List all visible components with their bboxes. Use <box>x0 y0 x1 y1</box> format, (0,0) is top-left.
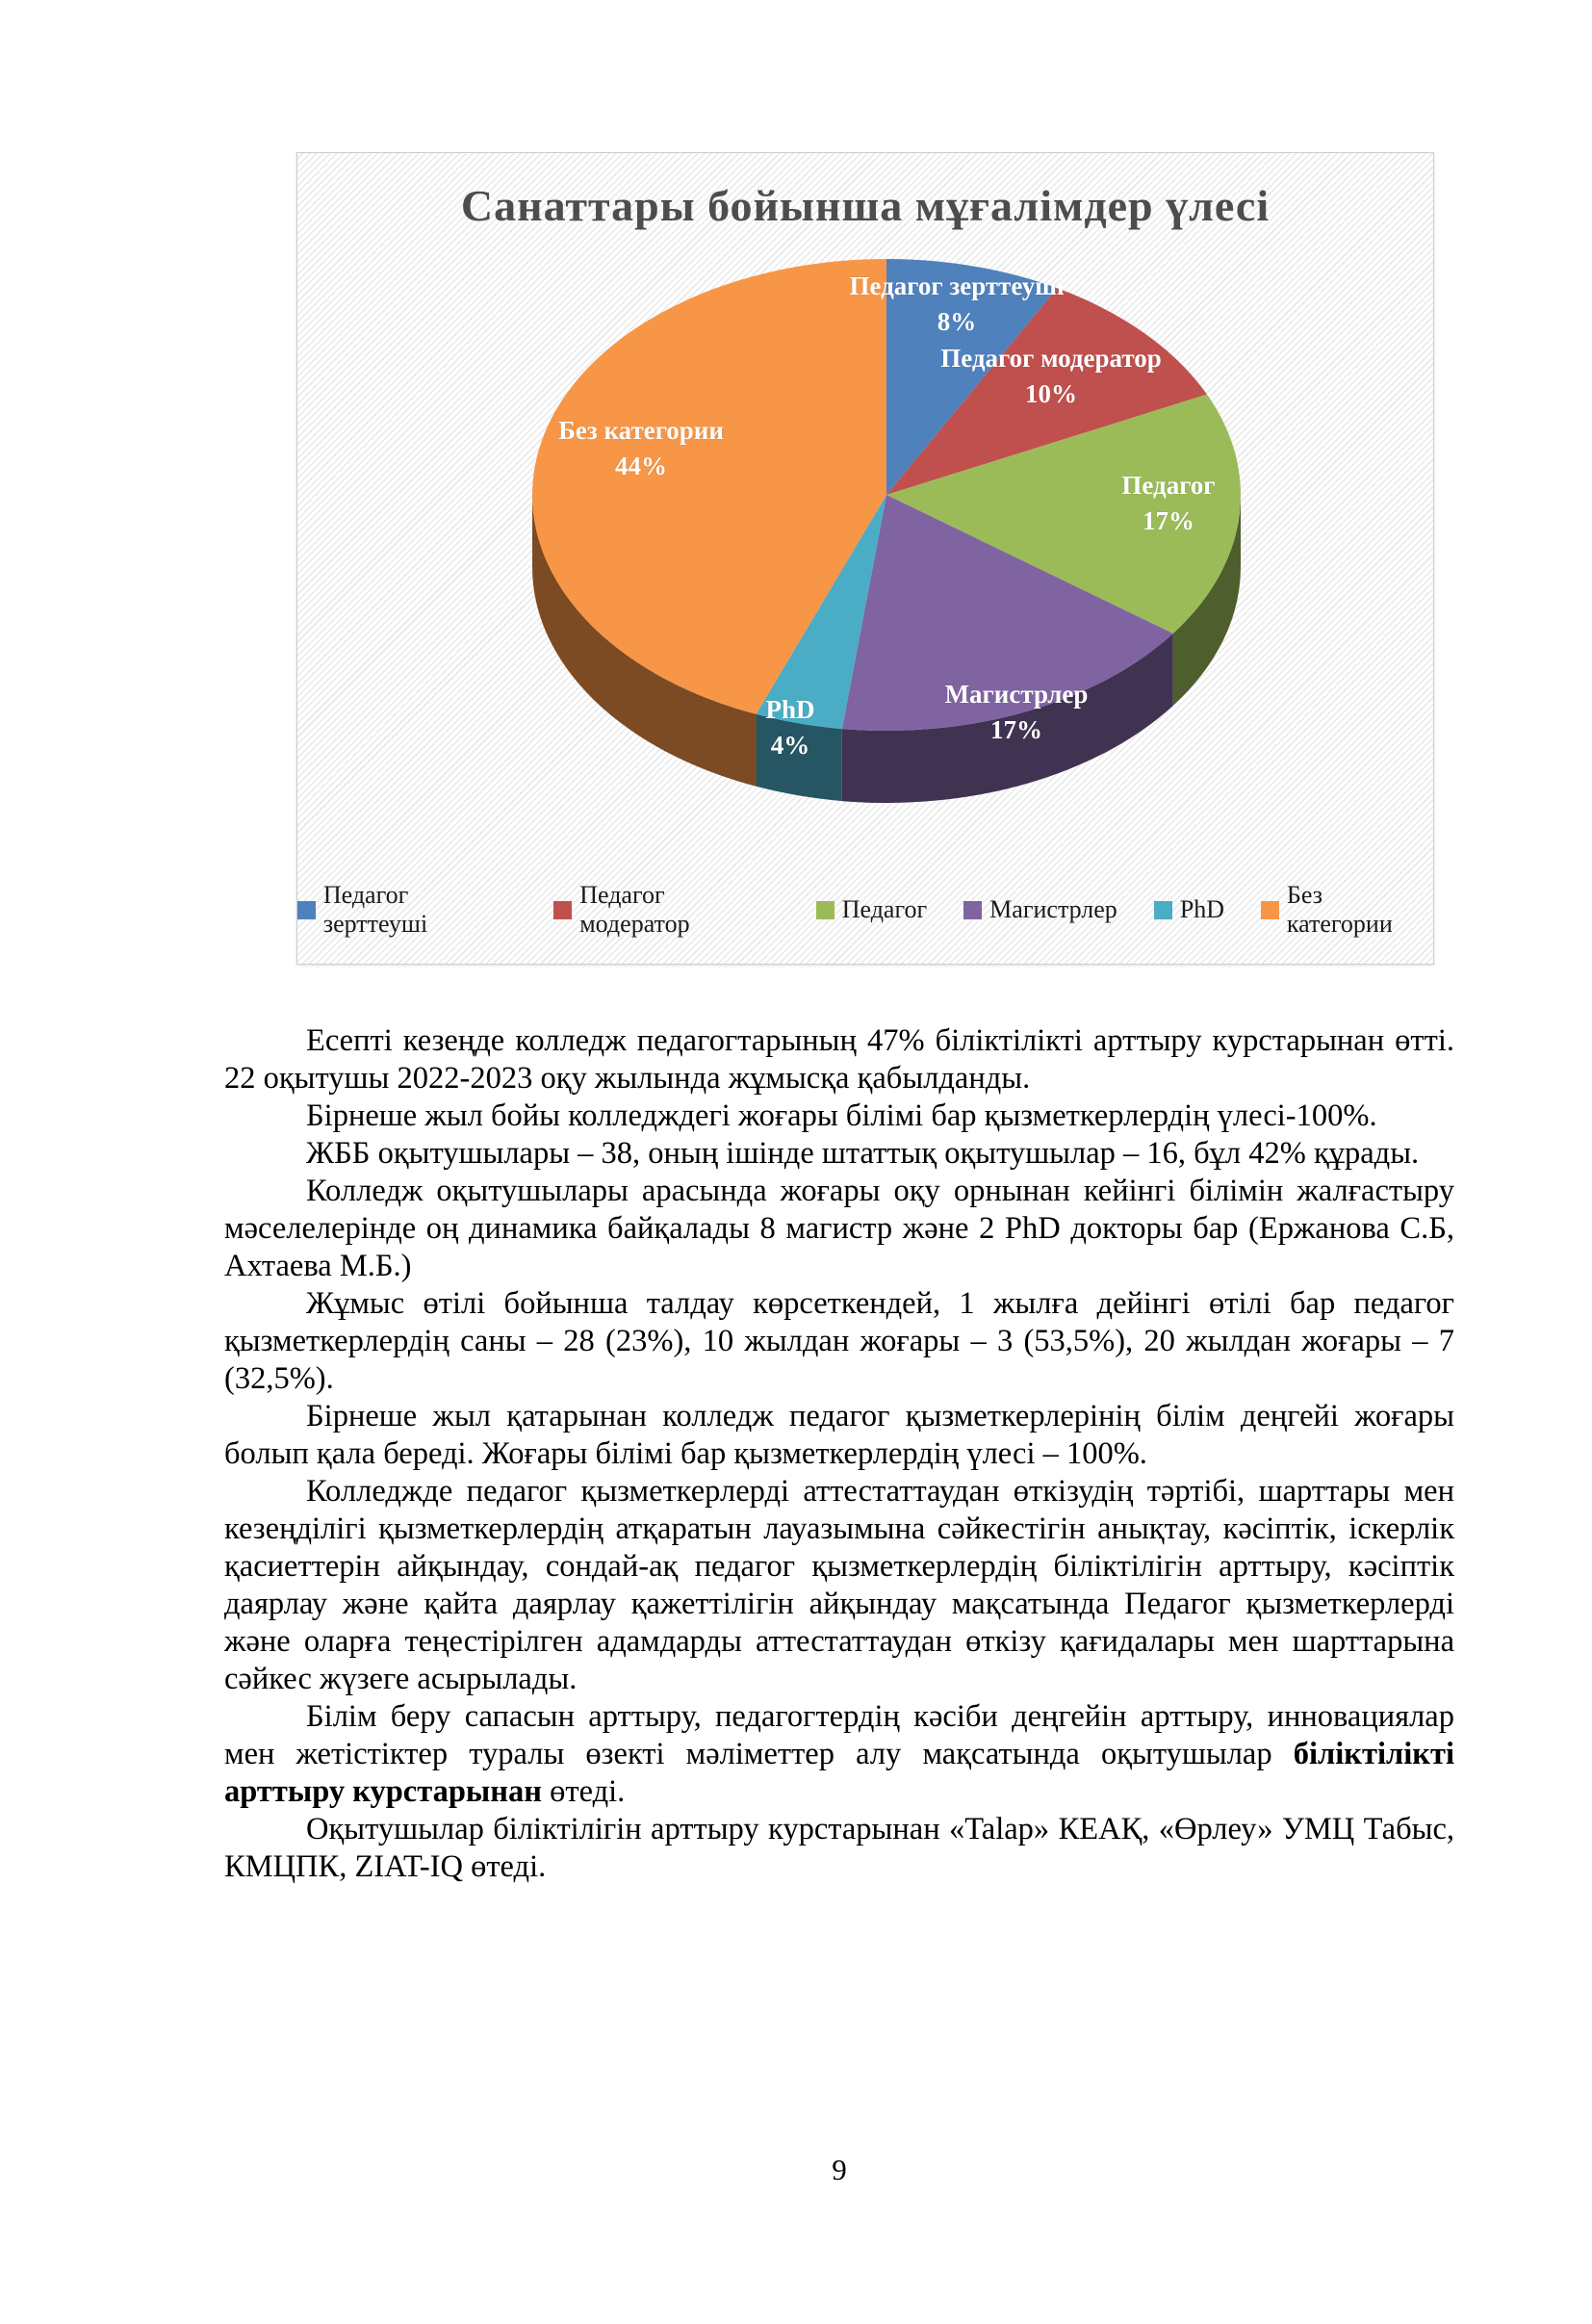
paragraph <box>224 1097 1454 1135</box>
legend-item <box>297 881 517 939</box>
pie-data-label-percent: 8% <box>937 307 977 336</box>
legend-label: Педагог зерттеуші <box>322 881 428 938</box>
paragraph <box>224 1698 1454 1811</box>
paragraph-text: Білім беру сапасын арттыру, педагогтердің кәсіби деңгейін арттыру, инновациялар мен жетістіктер туралы өзекті мәліметтер алу мақсатында оқытушылар <box>224 1699 1454 1771</box>
paragraph <box>224 1173 1454 1285</box>
pie-data-label: Педагог модератор 10% <box>940 341 1162 412</box>
pie-data-label: Педагог зерттеуші 8% <box>849 269 1064 340</box>
legend-item <box>1261 881 1433 939</box>
pie-data-label: Без категории 44% <box>558 413 724 484</box>
pie-data-label-percent: 17% <box>1142 506 1194 535</box>
legend-swatch <box>1261 901 1279 919</box>
paragraph-text-bold: біліктілікті арттыру курстарынан <box>224 1737 1454 1809</box>
paragraph-text: Колледжде педагог қызметкерлерді аттестаттаудан өткізудің тәртібі, шарттары мен кезеңділігі қызметкерлердің атқаратын лауазымына сәйкестігін анықтау, кәсіптік, іскерлік қасиеттерін айқындау, сондай-ақ педагог қызметкерлердің біліктілігін арттыру, кәсіптік даярлау және қайта даярлау қажеттілігін айқындау мақсатында Педагог қызметкерлерді және оларға теңестірілген адамдарды аттестаттаудан өткізу қағидалары мен шарттарына сәйкес жүзеге асырылады. <box>224 1474 1454 1696</box>
paragraph <box>224 1473 1454 1698</box>
paragraph-text: Бірнеше жыл бойы колледждегі жоғары білімі бар қызметкерлердің үлесі-100%. <box>306 1098 1377 1133</box>
legend-swatch <box>816 901 835 919</box>
legend-item <box>553 881 779 939</box>
paragraph <box>224 1811 1454 1886</box>
legend-label: Педагог <box>841 895 928 923</box>
pie-data-label-percent: 17% <box>990 715 1042 744</box>
pie-data-label-percent: 10% <box>1025 379 1077 408</box>
paragraph-text: өтеді. <box>542 1774 626 1809</box>
legend-item <box>963 895 1117 924</box>
paragraph-text: Оқытушылар біліктілігін арттыру курстарынан «Talap» КЕАҚ, «Өрлеу» УМЦ Табыс, КМЦПК, ZIAT-IQ өтеді. <box>224 1812 1454 1884</box>
paragraph-text: Есепті кезеңде колледж педагогтарының 47% біліктілікті арттыру курстарынан өтті. 22 оқытушы 2022-2023 оқу жылында жұмысқа қабылданды. <box>224 1023 1454 1096</box>
pie-data-label-percent: 44% <box>614 452 667 480</box>
paragraph-text: Колледж оқытушылары арасында жоғары оқу орнынан кейінгі білімін жалғастыру мәселелерінде оң динамика байқалады 8 магистр және 2 PhD докторы бар (Ержанова С.Б, Ахтаева М.Б.) <box>224 1174 1454 1283</box>
legend-swatch <box>1154 901 1172 919</box>
paragraph <box>224 1398 1454 1473</box>
chart-title: Санаттары бойынша мұғалімдер үлесі <box>460 181 1271 230</box>
chart-panel <box>296 152 1434 965</box>
legend-label: Педагог модератор <box>579 881 690 938</box>
legend-swatch <box>297 901 316 919</box>
legend-label: Магистрлер <box>989 895 1117 923</box>
pie-data-label: Магистрлер 17% <box>945 677 1089 748</box>
paragraph <box>224 1135 1454 1173</box>
legend-item <box>816 895 927 924</box>
paragraph-text: ЖББ оқытушылары – 38, оның ішінде штаттық оқытушылар – 16, бұл 42% құрады. <box>306 1136 1420 1171</box>
paragraph-text: Жұмыс өтілі бойынша талдау көрсеткендей, 1 жылға дейінгі өтілі бар педагог қызметкерлердің саны – 28 (23%), 10 жылдан жоғары – 3 (53,5%), 20 жылдан жоғары – 7 (32,5%). <box>224 1286 1454 1396</box>
pie-data-label-percent: 4% <box>770 731 810 760</box>
page-number: 9 <box>832 2153 847 2186</box>
paragraph <box>224 1285 1454 1398</box>
legend-item <box>1154 895 1224 924</box>
paragraph <box>224 1022 1454 1097</box>
legend-swatch <box>963 901 982 919</box>
legend-label: Без категории <box>1286 881 1393 938</box>
legend-swatch <box>553 901 572 919</box>
pie-data-label: PhD 4% <box>765 692 814 763</box>
legend-label: PhD <box>1179 895 1225 923</box>
document-text <box>224 1022 1454 1886</box>
chart-legend <box>297 881 1433 939</box>
paragraph-text: Бірнеше жыл қатарынан колледж педагог қызметкерлерінің білім деңгейі жоғары болып қала береді. Жоғары білімі бар қызметкерлердің үлесі – 100%. <box>224 1399 1454 1471</box>
pie-data-label: Педагог 17% <box>1121 468 1215 539</box>
